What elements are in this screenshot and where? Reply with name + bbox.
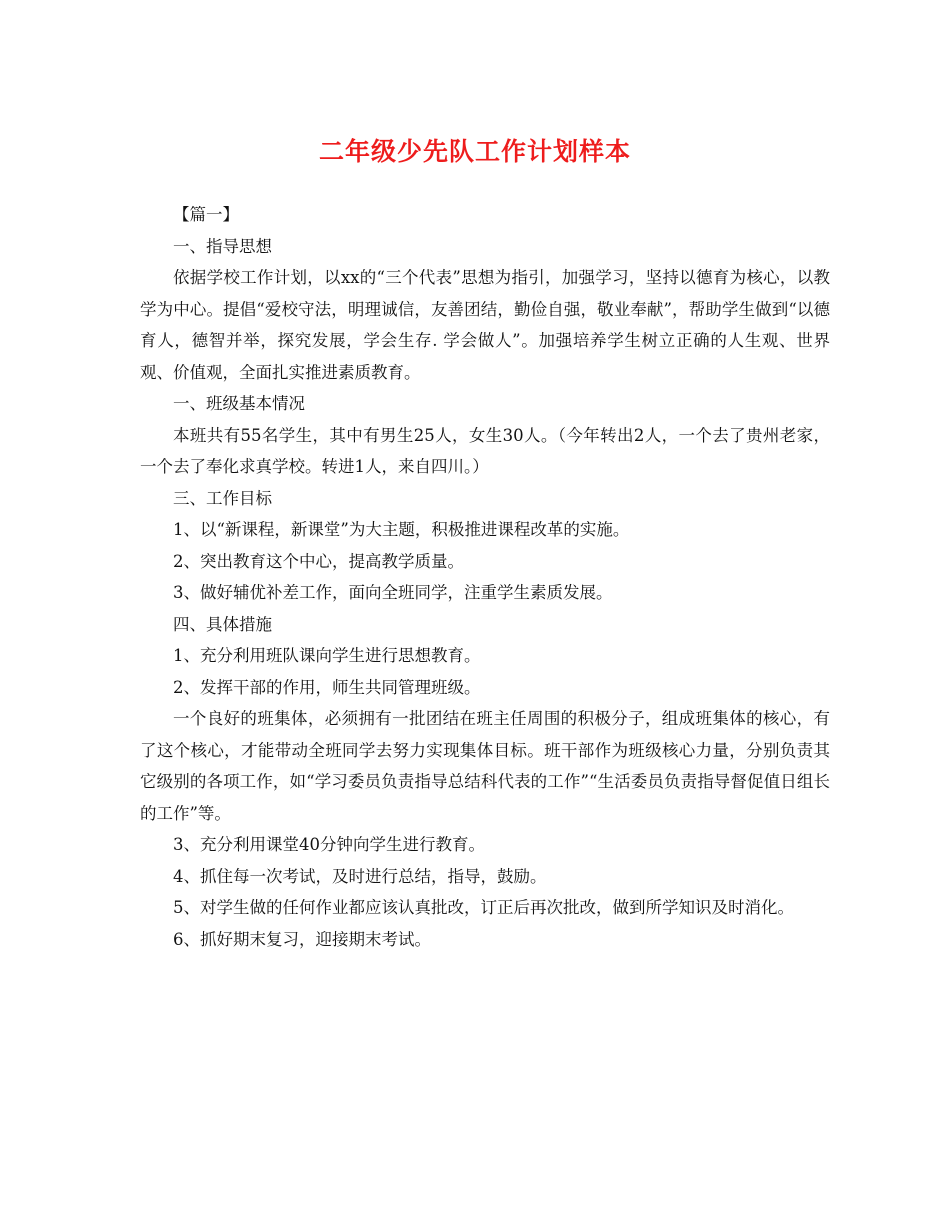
section-heading: 一、指导思想	[173, 236, 272, 256]
list-item: 2、突出教育这个中心，提高教学质量。	[173, 551, 464, 571]
page-title: 二年级少先队工作计划样本	[318, 137, 631, 166]
section-heading: 四、具体措施	[173, 614, 272, 634]
document-body	[140, 199, 830, 955]
section-heading: 三、工作目标	[173, 488, 272, 508]
section-label: 【篇一】	[173, 205, 239, 224]
list-item: 1、以“新课程，新课堂”为大主题，积极推进课程改革的实施。	[173, 520, 630, 539]
list-item: 3、做好辅优补差工作，面向全班同学，注重学生素质发展。	[173, 583, 613, 602]
list-item: 5、对学生做的任何作业都应该认真批改，订正后再次批改，做到所学知识及时消化。	[173, 898, 794, 917]
paragraph: 一个良好的班集体，必须拥有一批团结在班主任周围的积极分子，组成班集体的核心，有了这个核心，才能带动全班同学去努力实现集体目标。班干部作为班级核心力量，分别负责其它级别的各项工作，如“学习委员负责指导总结科代表的工作”“生活委员负责指导督促值日组长的工作”等。	[140, 709, 830, 823]
section-heading: 一、班级基本情况	[173, 394, 305, 413]
list-item: 3、充分利用课堂40分钟向学生进行教育。	[173, 835, 485, 854]
list-item: 4、抓住每一次考试，及时进行总结，指导，鼓励。	[173, 866, 547, 886]
list-item: 2、发挥干部的作用，师生共同管理班级。	[173, 677, 481, 697]
list-item: 6、抓好期末复习，迎接期末考试。	[173, 929, 431, 949]
paragraph: 本班共有55名学生，其中有男生25人，女生30人。（今年转出2人，一个去了贵州老家，一个去了奉化求真学校。转进1人，来自四川。）	[140, 425, 830, 476]
paragraph: 依据学校工作计划，以xx的“三个代表”思想为指引，加强学习，坚持以德育为核心，以教学为中心。提倡“爱校守法，明理诚信，友善团结，勤俭自强，敬业奉献”，帮助学生做到“以德育人，德智并举，探究发展，学会生存. 学会做人”。加强培养学生树立正确的人生观、世界观、价值观，全面扎实推进素质教育。	[140, 268, 830, 382]
list-item: 1、充分利用班队课向学生进行思想教育。	[173, 646, 481, 665]
